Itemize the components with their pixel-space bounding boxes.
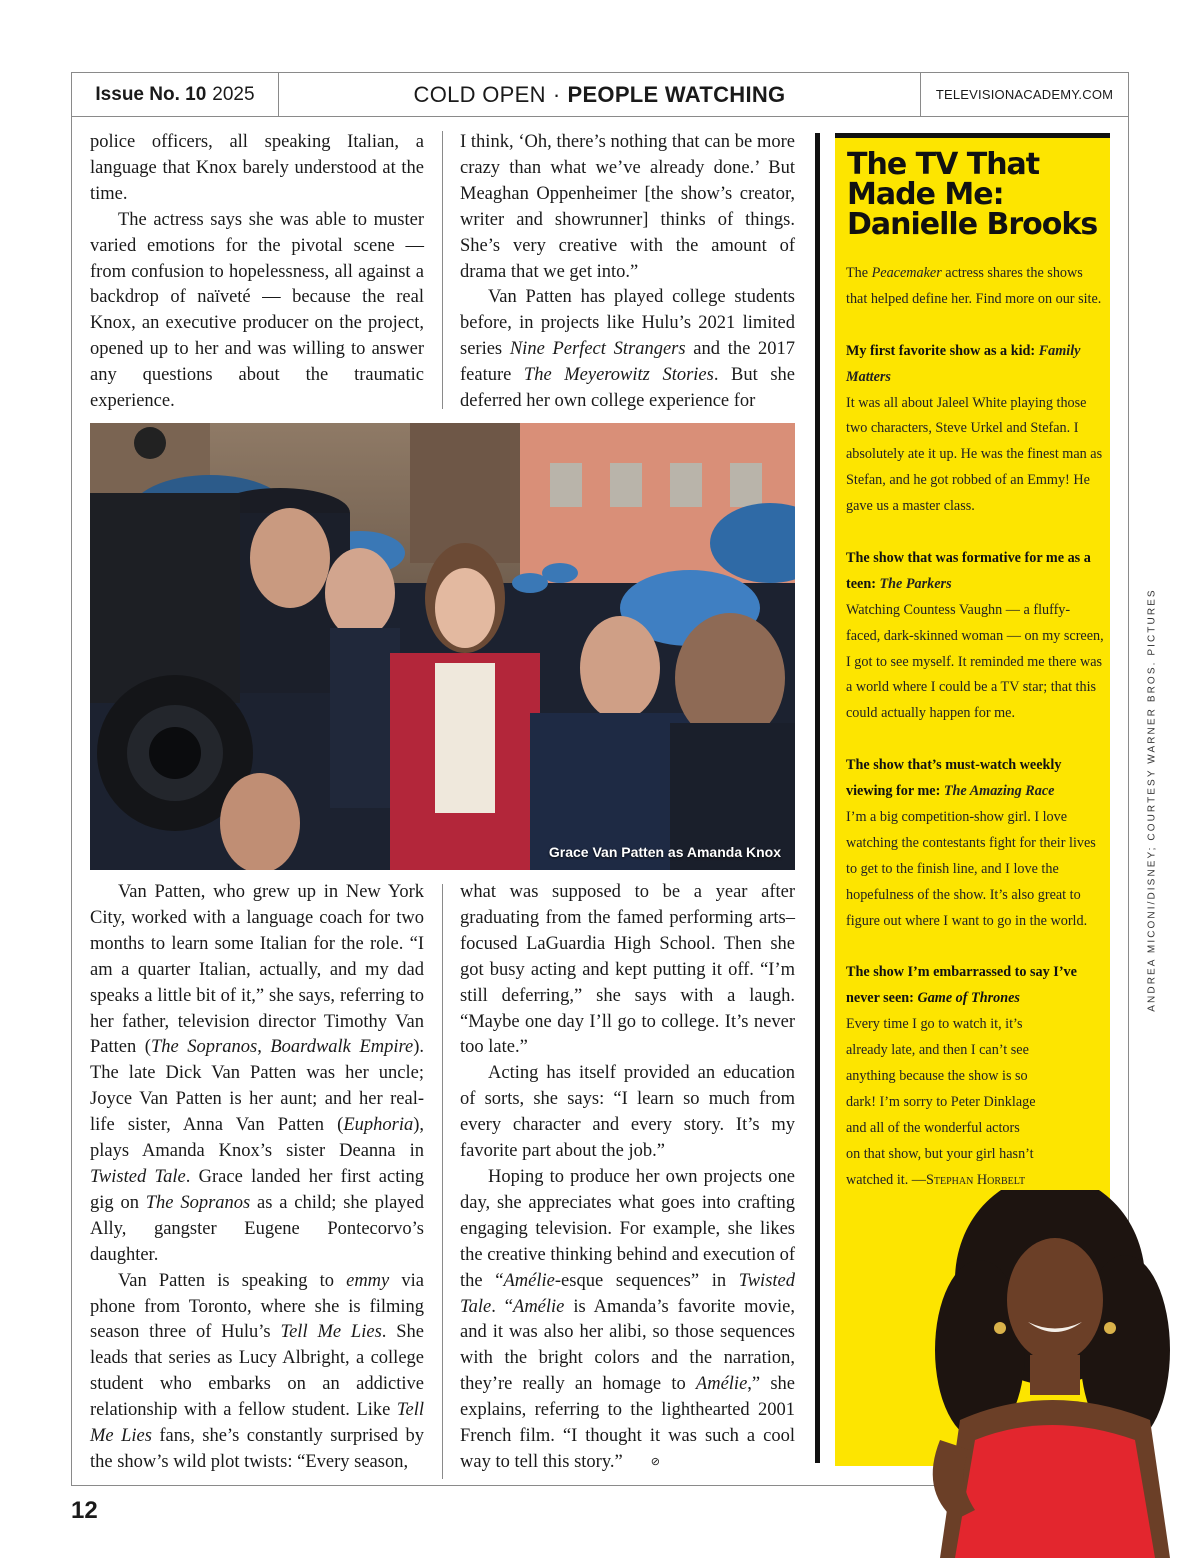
- article-column-1-bottom: [90, 880, 424, 1476]
- photo-caption: Grace Van Patten as Amanda Knox: [548, 844, 781, 860]
- paragraph: Van Patten, who grew up in New York City, worked with a language coach for two months to learn some Italian for the role. “I am a quarter Italian, actually, and my dad speaks a little bit of it,” she says, referring to her father, television director Timothy Van Patten (The Sopranos, Boardwalk Empire). The late Dick Van Patten was her uncle; Joyce Van Patten is her aunt; and her real-life sister, Anna Van Patten (Euphoria), plays Amanda Knox’s sister Deanna in Twisted Tale. Grace landed her first acting gig on The Sopranos as a child; she played Ally, gangster Eugene Pontecorvo’s daughter.: [90, 882, 425, 1265]
- paragraph: The actress says she was able to muster varied emotions for the pivotal scene — from confusion to hopelessness, all against a backdrop of naïveté — because the real Knox, an executive producer on the project, opened up to her and was willing to answer any questions about the traumatic experience.: [90, 209, 424, 412]
- intro-text: actress shares the shows that helped define her. Find more on our site.: [846, 265, 1102, 307]
- section-name: COLD OPEN: [413, 81, 546, 107]
- question-answer: Watching Countess Vaughn — a fluffy-faced, dark-skinned woman — on my screen, I got to see myself. It reminded me there was a world where I could be a TV star; that this could actually happen for me.: [846, 601, 1104, 722]
- issue-label: Issue No. 10: [95, 83, 207, 105]
- photo-illustration: [90, 423, 795, 870]
- sidebar-question: [846, 546, 1104, 727]
- sidebar-body: [846, 261, 1104, 1219]
- sidebar-intro: [846, 261, 1104, 313]
- subsection-name: PEOPLE WATCHING: [567, 81, 786, 107]
- paragraph: Van Patten is speaking to emmy via phone from Toronto, where she is filming season three of Hulu’s Tell Me Lies. She leads that series as Lucy Albright, a college student who embarks on an addictive relationship with a fellow student. Like Tell Me Lies fans, she’s constantly surprised by the show’s wild plot twists: “Every season,: [90, 1270, 425, 1472]
- issue-year: 2025: [212, 83, 255, 105]
- paragraph: Acting has itself provided an education of sorts, she says: “I learn so much from every character and every story. It’s my favorite part about the job.”: [460, 1063, 795, 1162]
- page-header: [71, 72, 1129, 117]
- question-label: The show that’s must-watch weekly viewing for me:: [846, 757, 1062, 800]
- article-photo: [90, 423, 795, 870]
- paragraph: I think, ‘Oh, there’s nothing that can be more crazy than what we’ve already done.’ But Meaghan Oppenheimer [the show’s creator, writer and showrunner] thinks of things. She’s very creative with the amount of drama that we get into.”: [460, 132, 795, 282]
- sidebar-rule: [815, 133, 820, 1463]
- intro-text: The: [846, 265, 872, 281]
- column-divider: [442, 884, 443, 1479]
- page-number: 12: [71, 1497, 98, 1524]
- site-url: TELEVISIONACADEMY.COM: [920, 73, 1128, 116]
- sidebar-question: [846, 753, 1104, 934]
- sidebar-question: [846, 339, 1104, 520]
- question-answer: It was all about Jaleel White playing those two characters, Steve Urkel and Stefan. I absolutely ate it up. He was the finest man as Stefan, and he got robbed of an Emmy! He gave us a master class.: [846, 394, 1103, 515]
- section-separator: ·: [552, 81, 561, 107]
- paragraph-text: Hoping to produce her own projects one day, she appreciates what goes into crafting engaging television. For example, she likes the creative thinking behind and execution of the “Amélie-esque sequences” in Twisted Tale. “Amélie is Amanda’s favorite movie, and it was also her alibi, so those sequences with the bright colors and the narration, they’re really an homage to Amélie,” she explains, referring to the lighthearted 2001 French film. “I thought it was such a cool way to tell this story.”: [460, 1166, 795, 1473]
- photo-credit: [1144, 588, 1160, 1012]
- byline: —Stephan Horbelt: [911, 1171, 1026, 1188]
- question-label: My first favorite show as a kid:: [846, 342, 1036, 359]
- article-column-2-top: [460, 130, 795, 415]
- sidebar-title: The TV That Made Me: Danielle Brooks: [847, 147, 1098, 242]
- question-label-wrap: [846, 960, 1104, 1012]
- question-answer: Every time I go to watch it, it’s already late, and then I can’t see anything because the show is so dark! I’m sorry to Peter Dinklage and all of the wonderful actors on that show, but your girl hasn’t watched it.: [846, 1016, 1036, 1188]
- portrait-illustration: [900, 1190, 1200, 1558]
- question-show: Game of Thrones: [917, 990, 1020, 1007]
- section-title: [279, 73, 920, 116]
- question-show: The Amazing Race: [943, 783, 1055, 800]
- paragraph: Van Patten has played college students before, in projects like Hulu’s 2021 limited series Nine Perfect Strangers and the 2017 feature The Meyerowitz Stories. But she deferred her own college experience for: [460, 287, 796, 412]
- question-answer: I’m a big competition-show girl. I love watching the contestants fight for their lives to get to the finish line, and I love the hopefulness of the show. It’s also great to figure out where I want to go in the world.: [846, 808, 1096, 929]
- paragraph: what was supposed to be a year after graduating from the famed performing arts–focused LaGuardia High School. Then she got busy acting and kept putting it off. “I’m still deferring,” she says with a laugh. “Maybe one day I’ll go to college. It’s never too late.”: [460, 882, 795, 1058]
- issue-info: [72, 73, 279, 116]
- question-show: The Parkers: [879, 575, 952, 592]
- article-column-1-top: [90, 130, 424, 415]
- question-show: Family Matters: [846, 342, 1081, 385]
- question-label: The show that was formative for me as a teen:: [846, 549, 1091, 592]
- end-mark-icon: ⊘: [650, 1455, 660, 1468]
- paragraph: police officers, all speaking Italian, a language that Knox barely understood at the time.: [90, 132, 424, 204]
- intro-show: Peacemaker: [871, 265, 942, 281]
- article-column-2-bottom: [460, 880, 795, 1476]
- sidebar-question: [846, 960, 1077, 1193]
- column-divider: [442, 131, 443, 409]
- paragraph: [460, 1165, 795, 1476]
- photo-credit-text: ANDREA MICONI/DISNEY; COURTESY WARNER BROS. PICTURES: [1146, 588, 1158, 1012]
- question-label: The show I’m embarrassed to say I’ve never seen:: [846, 964, 1077, 1007]
